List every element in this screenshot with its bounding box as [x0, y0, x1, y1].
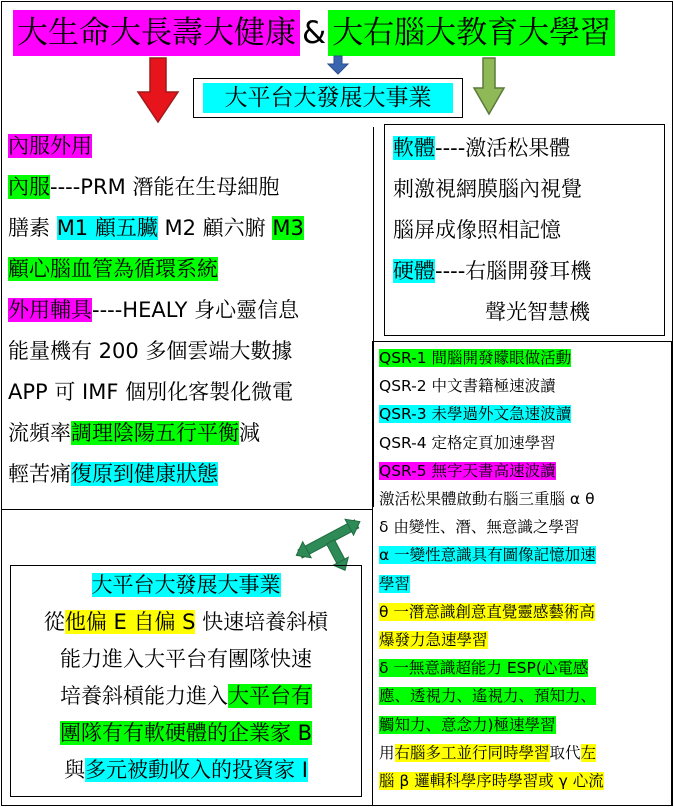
- text-segment: 培養斜槓能力進入: [60, 684, 228, 708]
- text-segment: 大平台大發展大事業: [91, 573, 281, 597]
- left-panel-line: [8, 297, 299, 324]
- text-segment: δ 一無意識超能力 ESP(心電感: [379, 659, 589, 678]
- text-segment: 聲光智慧機: [485, 300, 590, 324]
- text-segment: 快速培養斜槓: [195, 610, 329, 634]
- text-segment: M1 顧五臟: [56, 216, 158, 240]
- text-segment: ----激活松果體: [435, 136, 571, 160]
- text-segment: 調理陰陽五行平衡: [71, 421, 239, 445]
- bottom-left-panel-line: [11, 609, 361, 636]
- text-segment: θ 一潛意識創意直覺靈感藝術高: [379, 602, 595, 621]
- text-segment: 腦屏成像照相記憶: [393, 218, 561, 242]
- left-panel-line: [8, 215, 304, 242]
- bottom-left-panel-line: [11, 572, 361, 599]
- right-top-panel-line: [393, 176, 582, 203]
- text-segment: 內服外用: [8, 134, 92, 158]
- text-segment: 大平台有: [228, 684, 312, 708]
- text-segment: 能量機有 200 多個雲端大數據: [8, 339, 293, 363]
- text-segment: 腦 β 邏輯科學序時學習或 γ 心流: [379, 772, 604, 790]
- banner-left-title: 大生命大長壽大健康: [13, 10, 300, 56]
- text-segment: ----PRM 潛能在生母細胞: [50, 175, 280, 199]
- text-segment: 減: [239, 421, 260, 445]
- right-bottom-panel-line: [379, 574, 410, 594]
- text-segment: 外用輔具: [8, 298, 92, 322]
- text-segment: 觸知力、意念力)極速學習: [379, 715, 556, 734]
- right-bottom-panel-line: [379, 433, 556, 453]
- right-bottom-panel-line: [379, 517, 579, 537]
- right-bottom-panel-line: [379, 743, 596, 763]
- text-segment: ----右腦開發耳機: [435, 259, 592, 283]
- left-panel-line: [8, 420, 260, 447]
- right-bottom-panel-line: [379, 630, 488, 650]
- text-segment: 流頻率: [8, 421, 71, 445]
- left-panel-line: [8, 379, 293, 406]
- right-top-panel: [384, 124, 665, 336]
- text-segment: APP 可 IMF 個別化客製化微電: [8, 380, 294, 404]
- text-segment: 學習: [379, 574, 411, 593]
- right-bottom-panel-line: [379, 348, 571, 368]
- right-bottom-panel-line: [379, 489, 595, 509]
- left-panel-line: [8, 133, 92, 160]
- text-segment: QSR-3 未學過外文急速波讀: [379, 405, 572, 424]
- text-segment: 左: [580, 743, 597, 762]
- right-bottom-panel-line: [379, 376, 556, 396]
- text-segment: QSR-5 無字天書高速波讀: [379, 461, 556, 480]
- text-segment: QSR-1 間腦開發矇眼做活動: [379, 349, 572, 367]
- right-bottom-panel-line: [379, 686, 596, 706]
- text-segment: 用: [379, 743, 395, 762]
- text-segment: 從: [43, 610, 65, 634]
- divider-line: [1, 509, 372, 510]
- right-bottom-panel-line: [379, 545, 596, 565]
- text-segment: 刺激視網膜腦內視覺: [393, 177, 582, 201]
- right-bottom-panel: [372, 341, 672, 806]
- right-bottom-panel-line: [379, 658, 588, 678]
- banner-right-title: 大右腦大教育大學習: [328, 10, 615, 56]
- right-bottom-panel-line: [379, 461, 556, 481]
- text-segment: M3: [272, 216, 304, 240]
- text-segment: 團隊有有軟硬體的企業家 B: [59, 721, 313, 745]
- text-segment: QSR-2 中文書籍極速波讀: [379, 377, 556, 396]
- center-title: 大平台大發展大事業: [203, 83, 453, 113]
- banner-ampersand: &: [302, 15, 327, 51]
- text-segment: 輕苦痛: [8, 462, 71, 486]
- center-title-box: [193, 78, 463, 118]
- left-panel-line: [8, 461, 218, 488]
- text-segment: 硬體: [393, 259, 435, 283]
- red-down-arrow-icon: [138, 58, 178, 122]
- left-panel: [8, 127, 374, 507]
- text-segment: 內服: [8, 175, 50, 199]
- left-panel-line: [8, 338, 292, 365]
- text-segment: 能力進入大平台有團隊快速: [60, 647, 312, 671]
- bottom-left-panel-line: [11, 720, 361, 747]
- text-segment: 多元被動收入的投資家 I: [85, 758, 308, 782]
- text-segment: QSR-4 定格定頁加速學習: [379, 433, 556, 452]
- right-bottom-panel-line: [379, 715, 556, 735]
- bottom-left-panel-line: [11, 646, 361, 673]
- text-segment: ----HEALY 身心靈信息: [92, 298, 300, 322]
- text-segment: 他偏 E 自偏 S: [64, 610, 196, 634]
- right-top-panel-line: [393, 135, 570, 162]
- text-segment: 右腦多工並行同時學習: [394, 743, 550, 762]
- text-segment: 軟體: [393, 136, 435, 160]
- right-bottom-panel-line: [379, 602, 595, 622]
- text-segment: 與: [64, 758, 86, 782]
- right-top-panel-line: [393, 258, 591, 285]
- bottom-left-panel-line: [11, 757, 361, 784]
- blue-down-arrow-icon: [328, 56, 348, 74]
- right-bottom-panel-line: [379, 771, 604, 791]
- left-panel-line: [8, 256, 218, 283]
- left-panel-line: [8, 174, 279, 201]
- text-segment: 取代: [549, 743, 581, 762]
- text-segment: M2 顧六腑: [157, 216, 273, 240]
- text-segment: 復原到健康狀態: [71, 462, 218, 486]
- bottom-left-panel: [10, 565, 362, 797]
- right-top-panel-line: [393, 217, 561, 244]
- text-segment: δ 由變性、潛、無意識之學習: [379, 518, 580, 537]
- bottom-left-panel-line: [11, 683, 361, 710]
- green-down-arrow-icon: [474, 58, 504, 114]
- text-segment: 應、透視力、遙視力、預知力、: [379, 687, 597, 706]
- text-segment: α 一變性意識具有圖像記憶加速: [379, 546, 596, 565]
- t-shape-arrow-icon: [290, 512, 370, 572]
- right-top-panel-line: [485, 299, 590, 326]
- text-segment: 膳素: [8, 216, 57, 240]
- text-segment: 激活松果體啟動右腦三重腦 α θ: [379, 490, 595, 508]
- right-bottom-panel-line: [379, 404, 571, 424]
- text-segment: 爆發力急速學習: [379, 631, 488, 649]
- text-segment: 顧心腦血管為循環系統: [8, 257, 218, 281]
